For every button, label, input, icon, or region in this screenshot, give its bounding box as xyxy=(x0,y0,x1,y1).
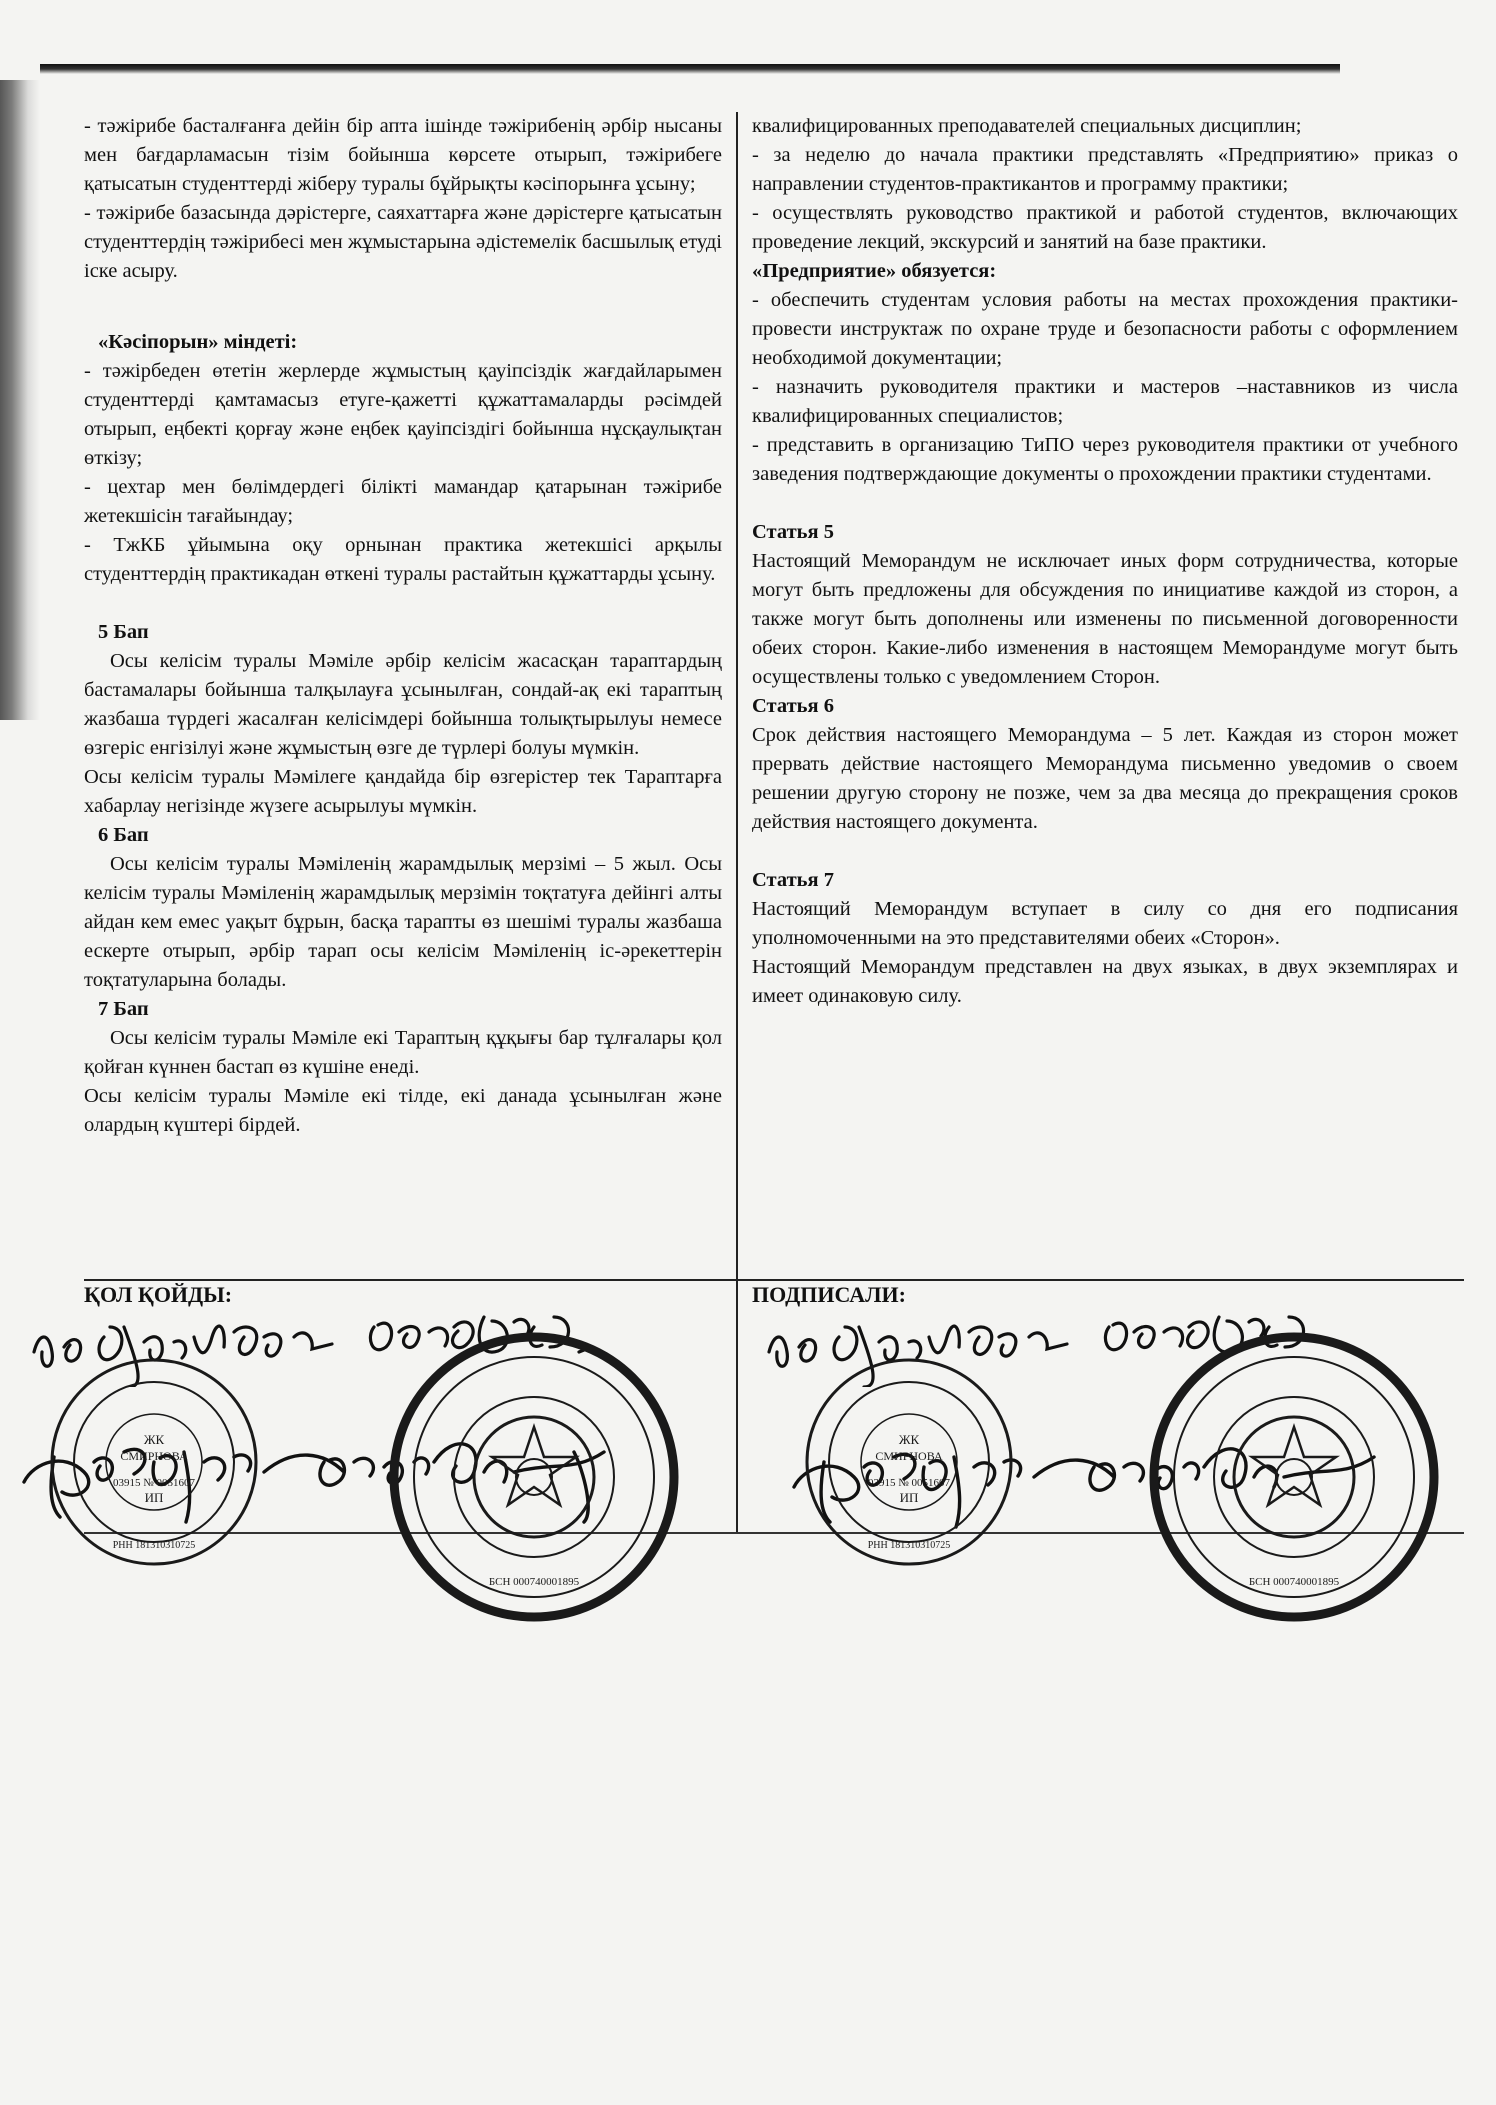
ru-article-6-heading: Статья 6 xyxy=(752,695,834,717)
svg-text:ЖК: ЖК xyxy=(143,1432,165,1447)
kz-bullet-1: - тәжірибе басталғанға дейін бір апта ішінде тәжірибенің әрбір нысаны мен бағдарламасын тізім бойынша көрсете отырып, тәжірибеге қатысатын студенттерді жіберу туралы бұйрықты кәсіпорынға ұсыну; xyxy=(84,115,722,195)
ru-article-7-text-1: Настоящий Меморандум вступает в силу со дня его подписания уполномоченными на это представителями обеих «Сторон». xyxy=(752,898,1458,949)
ru-article-5-heading: Статья 5 xyxy=(752,521,834,543)
russian-column xyxy=(752,112,1458,1011)
svg-text:БСН 000740001895: БСН 000740001895 xyxy=(488,1576,580,1588)
ru-article-6-text: Срок действия настоящего Меморандума – 5 лет. Каждая из сторон может прервать действие настоящего Меморандума письменно уведомив о своем решении другую сторону не позже, чем за два месяца до прекращения сроков действия настоящего документа. xyxy=(752,724,1458,833)
kz-article-7-text-2: Осы келісім туралы Мәміле екі тілде, екі данада ұсынылған және олардың күштері бірдей. xyxy=(84,1085,722,1136)
kz-article-5-text-2: Осы келісім туралы Мәмілеге қандайда бір өзгерістер тек Тараптарға хабарлау негізінде жүзеге асырылуы мүмкін. xyxy=(84,766,722,817)
ru-article-7-text-2: Настоящий Меморандум представлен на двух языках, в двух экземплярах и имеет одинаковую силу. xyxy=(752,956,1458,1007)
column-divider xyxy=(736,112,738,1532)
ru-article-5-text: Настоящий Меморандум не исключает иных форм сотрудничества, которые могут быть предложены для обсуждения по инициативе каждой из сторон, а также могут быть дополнены или изменены по письменной договоренности обеих сторон. Какие-либо изменения в настоящем Меморандуме могут быть осуществлены только с уведомлением Сторон. xyxy=(752,550,1458,688)
kz-article-7-text-1: Осы келісім туралы Мәміле екі Тараптың құқығы бар тұлғалары қол қойған күннен бастап өз күшіне енеді. xyxy=(84,1027,722,1078)
ru-enterprise-heading: «Предприятие» обязуется: xyxy=(752,260,997,282)
kz-signed-label: ҚОЛ ҚОЙДЫ: xyxy=(84,1282,233,1307)
kz-article-7-heading: 7 Бап xyxy=(98,998,149,1020)
svg-text:СМИРНОВА: СМИРНОВА xyxy=(120,1449,188,1463)
ru-bullet-2: - за неделю до начала практики представлять «Предприятию» приказ о направлении студентов-практикантов и программу практики; xyxy=(752,144,1458,195)
svg-text:ЖК: ЖК xyxy=(898,1432,920,1447)
svg-text:03915 № 0051607: 03915 № 0051607 xyxy=(868,1477,950,1489)
kz-article-6-heading: 6 Бап xyxy=(98,824,149,846)
memorandum-table xyxy=(84,112,1464,1588)
left-college-seal xyxy=(384,1327,684,1627)
kz-article-5-text-1: Осы келісім туралы Мәміле әрбір келісім жасасқан тараптардың бастамалары бойынша талқылауға ұсынылған, сондай-ақ екі тараптың жазбаша түрдегі жасалған келісімдері бойынша толықтырылуы немесе өзгеріс енгізілуі және жұмыстың өзге де түрлері болуы мүмкін. xyxy=(84,650,722,759)
kz-enterprise-item-3: - ТжКБ ұйымына оқу орнынан практика жетекшісі арқылы студенттердің практикадан өткені туралы растайтын құжаттарды ұсыну. xyxy=(84,534,722,585)
kz-article-6-text: Осы келісім туралы Мәміленің жарамдылық мерзімі – 5 жыл. Осы келісім туралы Мәміленің жарамдылық мерзімін тоқтатуға дейінгі алты айдан кем емес уақыт бұрын, басқа тарапты өз шешімі туралы жазбаша ескерте отырып, әрбір тарап осы келісім Мәміленің іс-әрекеттерін тоқтатуларына болады. xyxy=(84,853,722,991)
ru-enterprise-item-1: - обеспечить студентам условия работы на местах прохождения практики-провести инструктаж по охране труде и безопасности работы с оформлением необходимой документации; xyxy=(752,289,1458,369)
svg-text:ИП: ИП xyxy=(144,1490,164,1505)
scan-shadow-top xyxy=(40,64,1340,74)
svg-text:03915 № 0051607: 03915 № 0051607 xyxy=(113,1477,195,1489)
svg-text:РНН 181310310725: РНН 181310310725 xyxy=(867,1540,951,1551)
right-ip-seal xyxy=(799,1352,1019,1572)
signature-row-divider xyxy=(84,1279,1464,1281)
kz-enterprise-item-2: - цехтар мен бөлімдердегі білікті мамандар қатарынан тәжірибе жетекшісін тағайындау; xyxy=(84,476,722,527)
svg-text:РНН 181310310725: РНН 181310310725 xyxy=(112,1540,196,1551)
ru-enterprise-item-2: - назначить руководителя практики и мастеров –наставников из числа квалифицированных специалистов; xyxy=(752,376,1458,427)
svg-text:СМИРНОВА: СМИРНОВА xyxy=(875,1449,943,1463)
ru-signed-label: ПОДПИСАЛИ: xyxy=(752,1282,906,1307)
ru-enterprise-item-3: - представить в организацию ТиПО через руководителя практики от учебного заведения подтверждающие документы о прохождении практики студентами. xyxy=(752,434,1458,485)
kazakh-column xyxy=(84,112,722,1140)
svg-text:ИП: ИП xyxy=(899,1490,919,1505)
kz-bullet-2: - тәжірибе базасында дәрістерге, саяхаттарға және дәрістерге қатысатын студенттердің тәжірибесі мен жұмыстарына әдістемелік басшылық етуді іске асыру. xyxy=(84,202,722,282)
svg-text:БСН 000740001895: БСН 000740001895 xyxy=(1248,1576,1340,1588)
kz-enterprise-item-1: - тәжірбеден өтетін жерлерде жұмыстың қауіпсіздік жағдайларымен студенттерді қамтамасыз етуге-қажетті құжаттамаларды рәсімдей отырып, еңбекті қорғау және еңбек қауіпсіздігі бойынша нұсқаулықтан өткізу; xyxy=(84,360,722,469)
scan-shadow-left xyxy=(0,80,40,720)
ru-bullet-1: квалифицированных преподавателей специальных дисциплин; xyxy=(752,115,1302,137)
ru-bullet-3: - осуществлять руководство практикой и работой студентов, включающих проведение лекций, экскурсий и занятий на базе практики. xyxy=(752,202,1458,253)
right-college-seal xyxy=(1144,1327,1444,1627)
kz-article-5-heading: 5 Бап xyxy=(98,621,149,643)
ru-article-7-heading: Статья 7 xyxy=(752,869,834,891)
left-ip-seal xyxy=(44,1352,264,1572)
kz-enterprise-heading: «Кәсіпорын» міндеті: xyxy=(98,331,298,353)
